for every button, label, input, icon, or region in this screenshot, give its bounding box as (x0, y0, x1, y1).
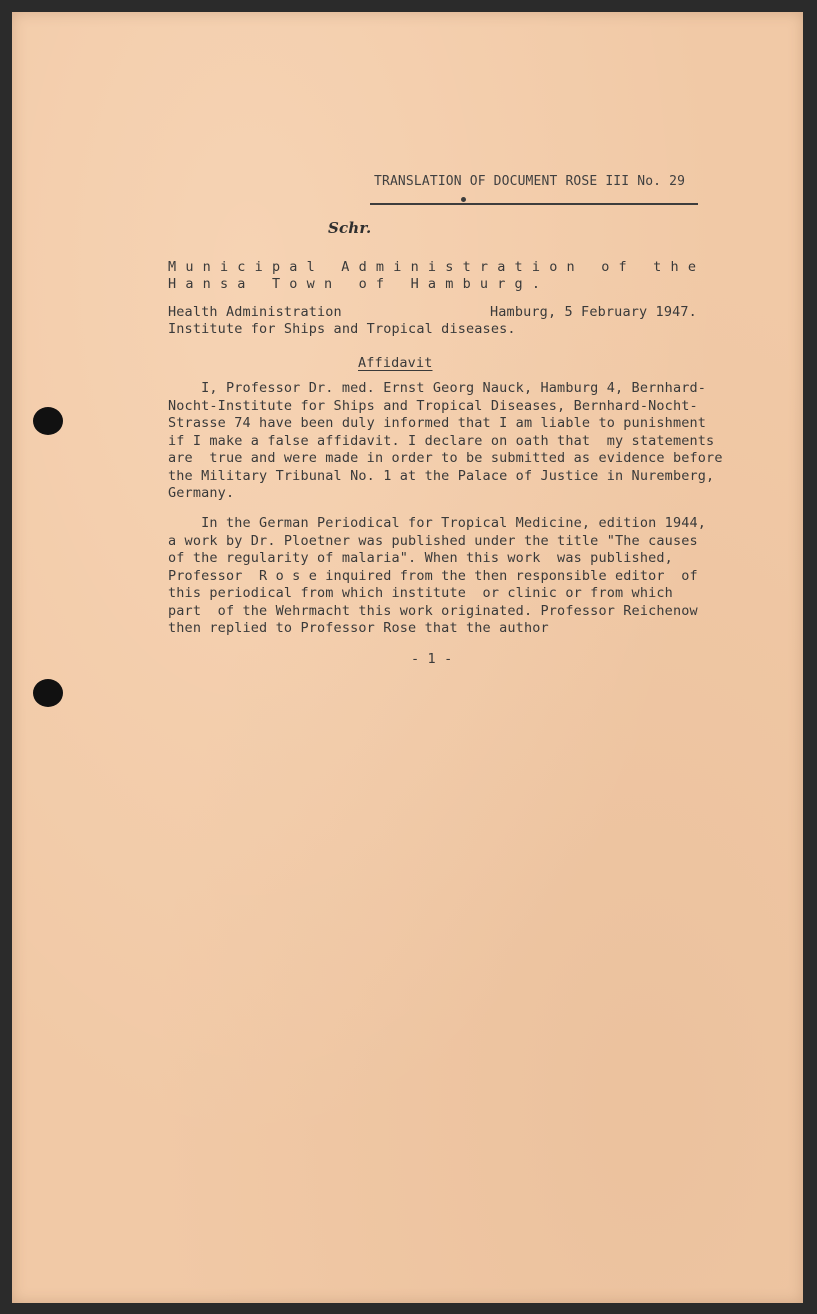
institute-name: Institute for Ships and Tropical diseases. (168, 321, 516, 337)
underline-mark (461, 197, 466, 202)
health-administration: Health Administration (168, 304, 342, 320)
affidavit-heading: Affidavit (358, 355, 433, 371)
affidavit-paragraph-2: In the German Periodical for Tropical Medicine, edition 1944, a work by Dr. Ploetner was published under the title "The causes of the regularity of malaria". When this work was published, Professor R o s e inquired from the then responsible editor of this periodical from which institute or clinic or from which part of the Wehrmacht this work originated. Professor Reichenow then replied to Professor Rose that the author (168, 515, 707, 636)
handwritten-mark: Schr. (328, 219, 372, 237)
affidavit-paragraph-1: I, Professor Dr. med. Ernst Georg Nauck, Hamburg 4, Bernhard- Nocht-Institute for Ships and Tropical Diseases, Bernhard-Nocht- Strasse 74 have been duly informed that I am liable to punishment if I make a false affidavit. I declare on oath that my statements are true and were made in order to be submitted as evidence before the Military Tribunal No. 1 at the Palace of Justice in Nuremberg, Germany. (168, 380, 723, 501)
title-underline (370, 203, 698, 205)
document-page (12, 12, 803, 1303)
place-and-date: Hamburg, 5 February 1947. (490, 304, 697, 320)
municipal-administration-line: Municipal Administration of the (168, 259, 706, 275)
document-title: TRANSLATION OF DOCUMENT ROSE III No. 29 (374, 174, 686, 189)
punch-hole-bottom (33, 679, 63, 707)
punch-hole-top (33, 407, 63, 435)
page-number: - 1 - (411, 651, 453, 667)
hansa-town-line: Hansa Town of Hamburg. (168, 276, 550, 292)
